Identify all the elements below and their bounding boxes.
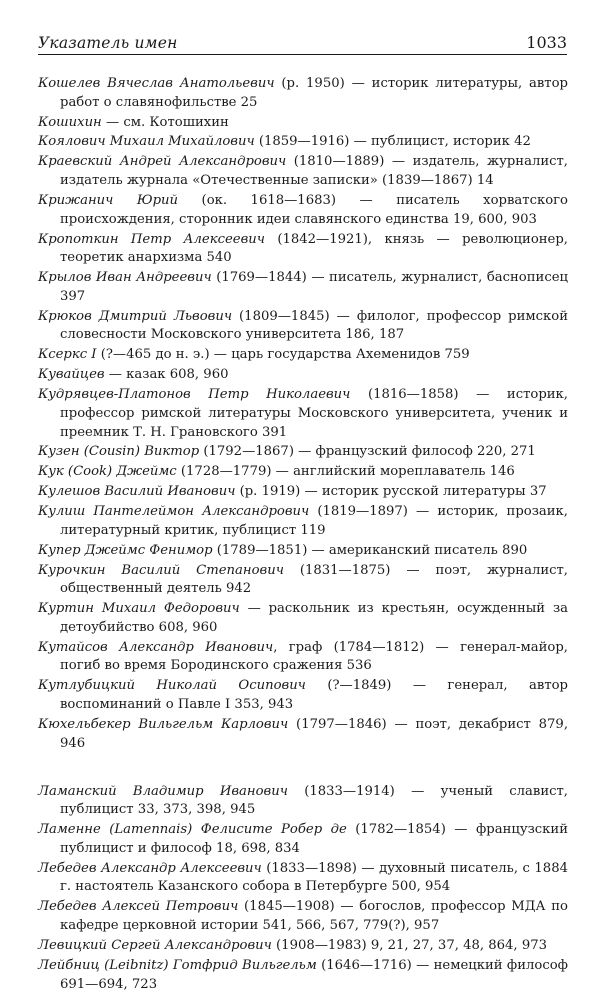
entry-text: (1769—1844) — писатель, журналист, баснописец 397 [60,270,568,304]
entry-name: Кошелев Вячеслав Анатольевич [38,76,275,91]
entry-name: Кулиш Пантелеймон Александрович [38,504,310,520]
name-index [38,75,568,995]
entry-text: (?—1849) — генерал, автор воспоминаний о Павле I 353, 943 [60,678,568,713]
page-number: 1033 [526,33,567,52]
entry-text: (1810—1889) — издатель, журналист, издатель журнала «Отечественные записки» (1839—1867) 14 [60,154,568,189]
entry-name: Крижанич Юрий [38,192,179,208]
index-entry [38,192,568,229]
entry-name: Лейбниц (Leibnitz) Готфрид Вильгельм [38,957,317,973]
entry-name: Коялович Михаил Михайлович [38,134,255,150]
running-title: Указатель имен [38,34,178,52]
entry-name: Кутайсов Александр Иванович [38,639,274,655]
index-entry [38,483,568,502]
entry-text: (1789—1851) — американский писатель 890 [212,542,528,558]
index-entry [38,386,568,442]
index-entry [38,937,568,956]
index-entry [38,860,568,897]
entry-name: Лебедев Александр Алексеевич [38,860,262,876]
entry-text: (1819—1897) — историк, прозаик, литературный критик, публицист 119 [60,504,568,538]
entry-name: Левицкий Сергей Александрович [38,937,272,953]
entry-name: Лебедев Алексей Петрович [38,899,239,915]
entry-name: Крюков Дмитрий Львович [38,308,233,324]
entry-name: Кутлубицкий Николай Осипович [38,678,306,694]
entry-name: Кюхельбекер Вильгельм Карлович [38,716,289,732]
entry-name: Ламанский Владимир Иванович [38,783,288,799]
entry-text: (р. 1950) — историк литературы, автор работ о славянофильстве 25 [60,76,568,110]
index-entry [38,231,568,268]
index-entry [38,346,568,365]
entry-name: Ламенне (Lamennais) Фелисите Робер де [38,822,347,838]
index-entry [38,269,568,306]
index-group-l [38,783,568,995]
entry-name: Куртин Михаил Федорович [38,601,240,617]
entry-text: (1859—1916) — публицист, историк 42 [254,134,531,150]
entry-name: Ксеркс I [38,347,97,363]
entry-text: (1816—1858) — историк, профессор римской литературы Московского университета, ученик и преемник Т. Н. Грановского 391 [60,387,568,440]
entry-text: , граф (1784—1812) — генерал-майор, погиб во время Бородинского сражения 536 [60,639,568,674]
entry-text: — см. Котошихин [101,114,229,130]
page-header [38,30,567,55]
entry-name: Купер Джеймс Фенимор [38,542,213,558]
entry-name: Крылов Иван Андреевич [38,270,212,286]
entry-text: (1831—1875) — поэт, журналист, общественный деятель 942 [60,562,568,597]
entry-text: (1728—1779) — английский мореплаватель 146 [176,464,515,480]
entry-text: (1797—1846) — поэт, декабрист 879, 946 [60,716,569,751]
index-entry [38,133,568,152]
index-entry [38,463,568,482]
index-entry [38,443,568,462]
entry-name: Кузен (Cousin) Виктор [38,444,200,460]
entry-text: — раскольник из крестьян, осужденный за детоубийство 608, 960 [60,601,569,635]
index-entry [38,503,568,540]
entry-text: (1792—1867) — французский философ 220, 271 [199,444,536,460]
index-entry [38,898,568,935]
entry-name: Курочкин Василий Степанович [38,562,284,578]
index-entry [38,600,568,637]
entry-name: Краевский Андрей Александрович [38,154,287,170]
index-entry [38,542,568,561]
entry-name: Кулешов Василий Иванович [38,484,236,500]
index-entry [38,957,568,994]
entry-name: Кошихин [38,114,102,130]
index-entry [38,716,568,753]
index-entry [38,783,568,820]
entry-name: Кропоткин Петр Алексеевич [38,231,265,247]
entry-text: (1782—1854) — французский публицист и философ 18, 698, 834 [60,822,569,856]
index-entry [38,153,568,190]
index-entry [38,114,568,133]
entry-name: Кук (Cook) Джеймс [38,464,177,480]
index-entry [38,639,568,676]
entry-text: — казак 608, 960 [104,367,229,383]
index-entry [38,821,568,858]
entry-text: (1809—1845) — филолог, профессор римской словесности Московского университета 186, 187 [60,308,569,343]
entry-text: (р. 1919) — историк русской литературы 37 [235,484,547,500]
entry-text: (1842—1921), князь — революционер, теоретик анархизма 540 [60,231,568,266]
entry-name: Кудрявцев-Платонов Петр Николаевич [38,387,351,403]
index-entry [38,308,568,345]
index-entry [38,677,568,714]
entry-text: (ок. 1618—1683) — писатель хорватского происхождения, сторонник идеи славянского единства 19, 600, 903 [60,192,568,227]
entry-text: (1833—1898) — духовный писатель, с 1884 г. настоятель Казанского собора в Петербурге 500, 954 [60,860,568,895]
index-group-k [38,75,568,753]
entry-text: (1845—1908) — богослов, профессор МДА по кафедре церковной истории 541, 566, 567, 779(?), 957 [60,899,568,934]
entry-text: (1908—1983) 9, 21, 27, 37, 48, 864, 973 [271,937,547,953]
index-entry [38,75,568,112]
entry-text: (1646—1716) — немецкий философ 691—694, 723 [60,957,568,992]
index-entry [38,562,568,599]
entry-name: Кувайцев [38,367,105,383]
index-entry [38,366,568,385]
entry-text: (1833—1914) — ученый славист, публицист 33, 373, 398, 945 [60,783,568,818]
entry-text: (?—465 до н. э.) — царь государства Ахеменидов 759 [96,347,470,363]
letter-gap [38,755,568,783]
